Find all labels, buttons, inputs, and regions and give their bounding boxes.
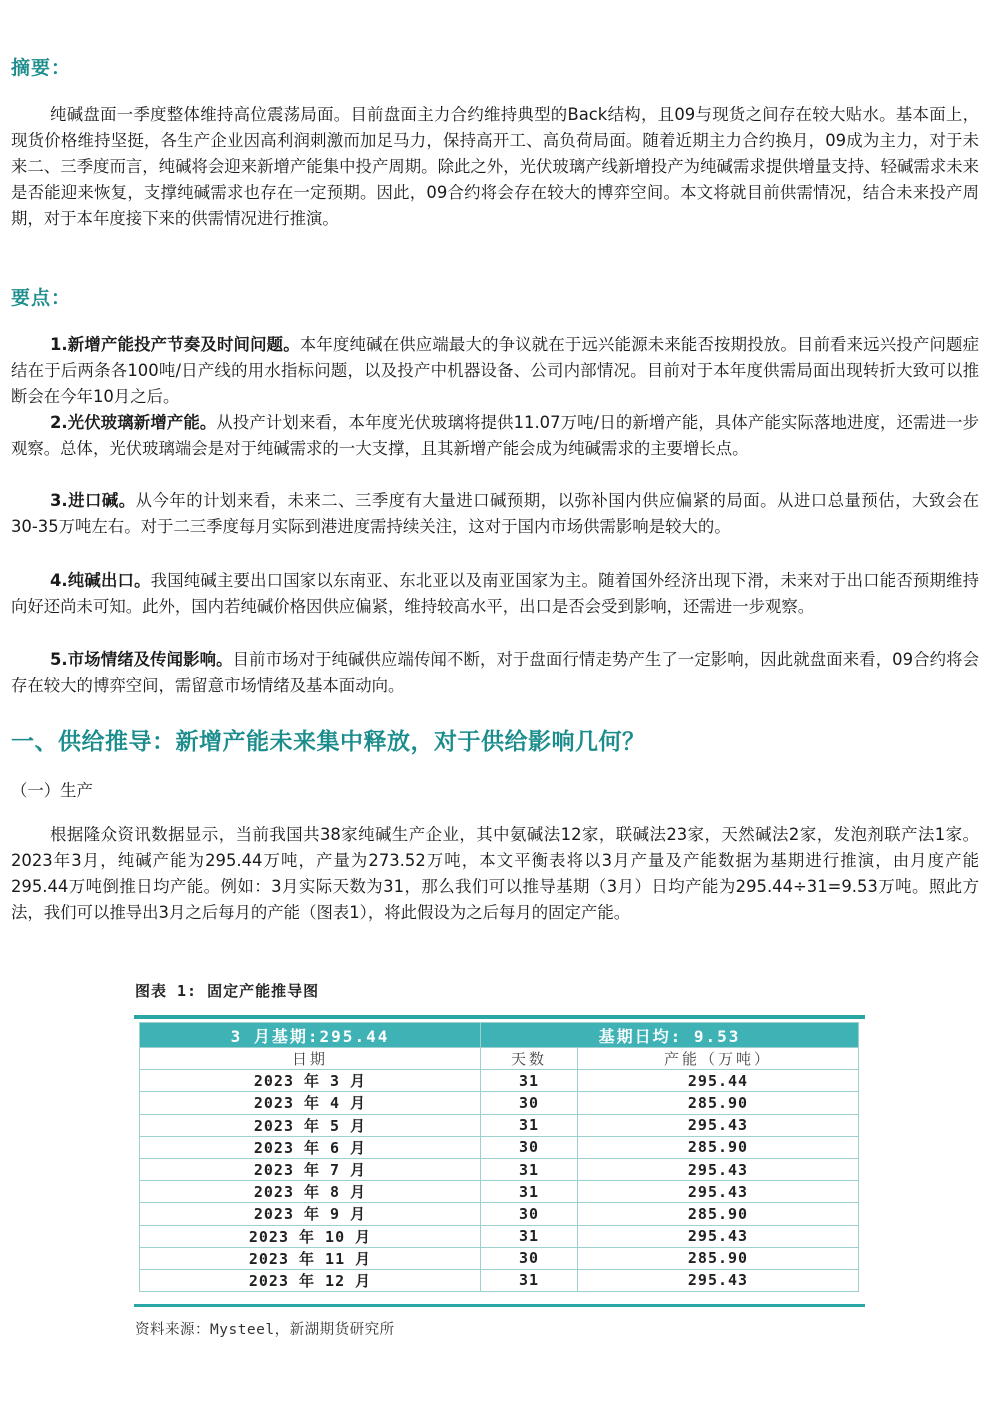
table-row	[140, 1136, 859, 1158]
cell-capacity: 295.43	[578, 1114, 859, 1136]
cell-capacity: 295.43	[578, 1181, 859, 1203]
cell-date: 2023 年 3 月	[140, 1070, 481, 1092]
keypoint-3-title: 3.进口碱。	[50, 491, 136, 510]
cell-days: 31	[481, 1114, 578, 1136]
table-row	[140, 1247, 859, 1269]
cell-days: 30	[481, 1203, 578, 1225]
keypoint-5-title: 5.市场情绪及传闻影响。	[50, 650, 233, 669]
cell-days: 30	[481, 1247, 578, 1269]
keypoint-4	[11, 568, 979, 620]
keypoint-2	[11, 410, 979, 462]
cell-date: 2023 年 5 月	[140, 1114, 481, 1136]
summary-paragraph: 纯碱盘面一季度整体维持高位震荡局面。目前盘面主力合约维持典型的Back结构，且09与现货之间存在较大贴水。基本面上，现货价格维持坚挺，各生产企业因高利润刺激而加足马力，保持高开工、高负荷局面。随着近期主力合约换月，09成为主力，对于未来二、三季度而言，纯碱将会迎来新增产能集中投产周期。除此之外，光伏玻璃产线新增投产为纯碱需求提供增量支持、轻碱需求未来是否能迎来恢复，支撑纯碱需求也存在一定预期。因此，09合约将会存在较大的博弈空间。本文将就目前供需情况，结合未来投产周期，对于本年度接下来的供需情况进行推演。	[11, 105, 979, 228]
section1-subheading: （一）生产	[11, 781, 93, 800]
keypoint-5	[11, 647, 979, 699]
cell-days: 31	[481, 1158, 578, 1180]
cell-days: 30	[481, 1092, 578, 1114]
cell-capacity: 295.43	[578, 1158, 859, 1180]
cell-date: 2023 年 4 月	[140, 1092, 481, 1114]
header-days: 天数	[481, 1048, 578, 1070]
cell-capacity: 285.90	[578, 1092, 859, 1114]
figure-title: 图表 1: 固定产能推导图	[135, 982, 320, 1000]
cell-date: 2023 年 12 月	[140, 1269, 481, 1291]
cell-capacity: 285.90	[578, 1203, 859, 1225]
cell-days: 31	[481, 1070, 578, 1092]
keypoint-1	[11, 332, 979, 410]
cell-date: 2023 年 6 月	[140, 1136, 481, 1158]
capacity-table	[139, 1022, 859, 1292]
cell-date: 2023 年 7 月	[140, 1158, 481, 1180]
header-capacity: 产能（万吨）	[578, 1048, 859, 1070]
cell-capacity: 295.43	[578, 1225, 859, 1247]
table-row	[140, 1158, 859, 1180]
table-row	[140, 1203, 859, 1225]
cell-days: 31	[481, 1225, 578, 1247]
table-row	[140, 1269, 859, 1291]
cell-capacity: 285.90	[578, 1247, 859, 1269]
table-row	[140, 1114, 859, 1136]
banner-daily-average: 基期日均: 9.53	[481, 1023, 859, 1048]
cell-date: 2023 年 10 月	[140, 1225, 481, 1247]
cell-days: 31	[481, 1269, 578, 1291]
cell-date: 2023 年 11 月	[140, 1247, 481, 1269]
keypoint-2-title: 2.光伏玻璃新增产能。	[50, 413, 217, 432]
summary-heading: 摘要：	[11, 57, 72, 79]
cell-date: 2023 年 8 月	[140, 1181, 481, 1203]
section1-paragraph: 根据隆众资讯数据显示，当前我国共38家纯碱生产企业，其中氨碱法12家，联碱法23家，天然碱法2家，发泡剂联产法1家。2023年3月，纯碱产能为295.44万吨，产量为273.52万吨，本文平衡表将以3月产量及产能数据为基期进行推演，由月度产能295.44万吨倒推日均产能。例如：3月实际天数为31，那么我们可以推导基期（3月）日均产能为295.44÷31=9.53万吨。照此方法，我们可以推导出3月之后每月的产能（图表1），将此假设为之后每月的固定产能。	[11, 825, 979, 922]
keypoint-4-text: 我国纯碱主要出口国家以东南亚、东北亚以及南亚国家为主。随着国外经济出现下滑，未来对于出口能否预期维持向好还尚未可知。此外，国内若纯碱价格因供应偏紧，维持较高水平，出口是否会受到影响，还需进一步观察。	[11, 571, 979, 616]
keypoints-heading: 要点：	[11, 287, 72, 309]
cell-days: 30	[481, 1136, 578, 1158]
section1-heading: 一、供给推导：新增产能未来集中释放，对于供给影响几何？	[11, 729, 646, 755]
keypoint-4-title: 4.纯碱出口。	[50, 571, 151, 590]
cell-date: 2023 年 9 月	[140, 1203, 481, 1225]
cell-capacity: 285.90	[578, 1136, 859, 1158]
cell-capacity: 295.43	[578, 1269, 859, 1291]
table-row	[140, 1225, 859, 1247]
keypoint-3	[11, 488, 979, 540]
keypoint-1-text: 本年度纯碱在供应端最大的争议就在于远兴能源未来能否按期投放。目前看来远兴投产问题症结在于后两条各100吨/日产线的用水指标问题，以及投产中机器设备、公司内部情况。目前对于本年度供需局面出现转折大致可以推断会在今年10月之后。	[11, 335, 979, 406]
header-date: 日期	[140, 1048, 481, 1070]
keypoint-5-text: 目前市场对于纯碱供应端传闻不断，对于盘面行情走势产生了一定影响，因此就盘面来看，09合约将会存在较大的博弈空间，需留意市场情绪及基本面动向。	[11, 650, 979, 695]
table-row	[140, 1070, 859, 1092]
keypoint-3-text: 从今年的计划来看，未来二、三季度有大量进口碱预期，以弥补国内供应偏紧的局面。从进口总量预估，大致会在30-35万吨左右。对于二三季度每月实际到港进度需持续关注，这对于国内市场供需影响是较大的。	[11, 491, 980, 536]
banner-base-period: 3 月基期:295.44	[140, 1023, 481, 1048]
table-banner-row	[140, 1023, 859, 1048]
keypoint-2-text: 从投产计划来看，本年度光伏玻璃将提供11.07万吨/日的新增产能，具体产能实际落地进度，还需进一步观察。总体，光伏玻璃端会是对于纯碱需求的一大支撑，且其新增产能会成为纯碱需求的主要增长点。	[11, 413, 979, 458]
cell-capacity: 295.44	[578, 1070, 859, 1092]
table-row	[140, 1092, 859, 1114]
keypoint-1-title: 1.新增产能投产节奏及时间问题。	[50, 335, 300, 354]
table-row	[140, 1181, 859, 1203]
capacity-table-figure	[134, 1015, 865, 1307]
cell-days: 31	[481, 1181, 578, 1203]
table-header-row	[140, 1048, 859, 1070]
figure-source: 资料来源：Mysteel，新湖期货研究所	[135, 1322, 395, 1338]
